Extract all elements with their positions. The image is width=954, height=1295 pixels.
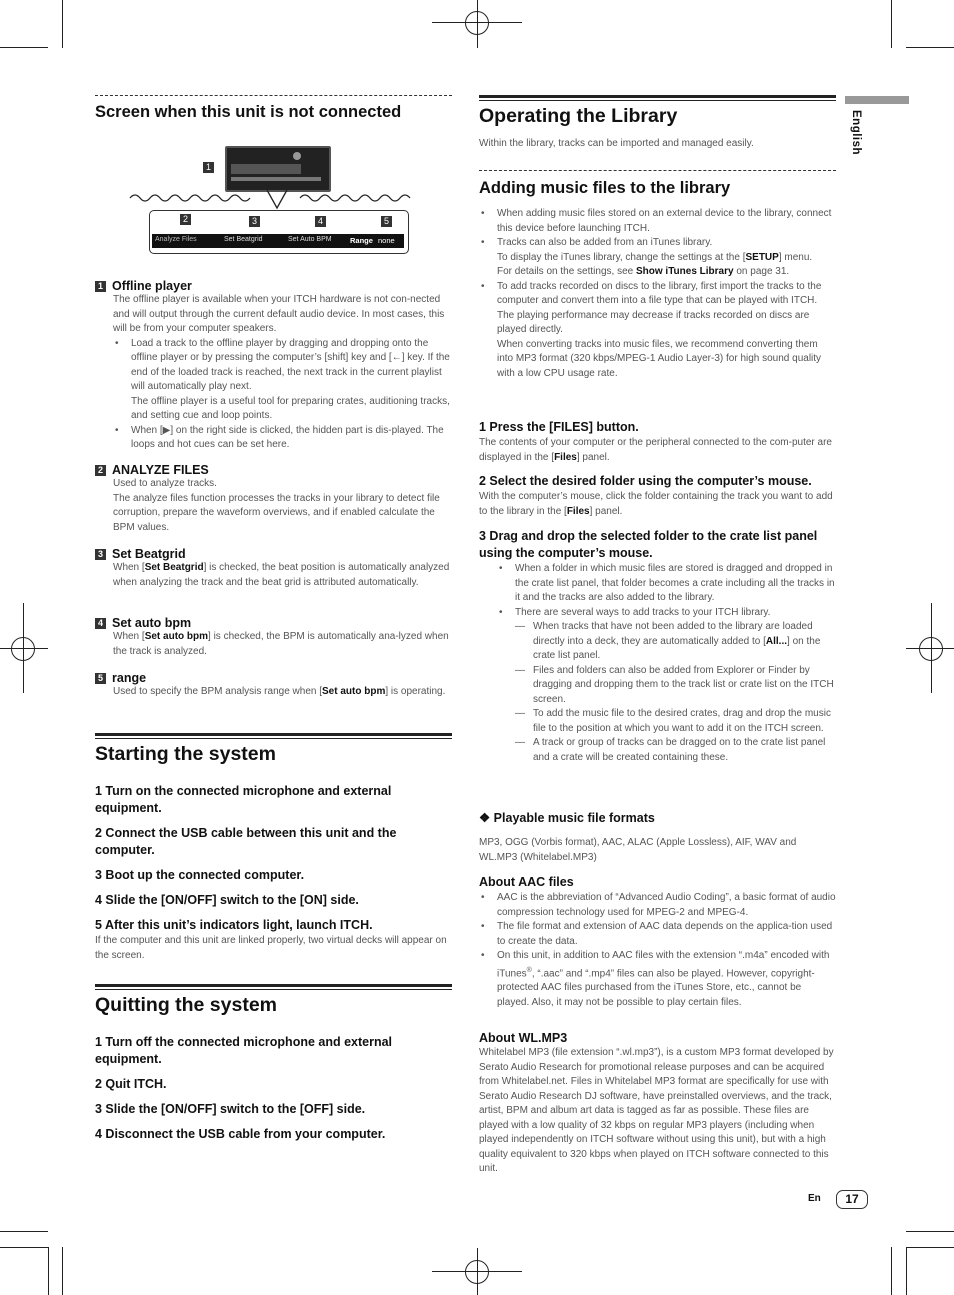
wl-title: About WL.MP3 (479, 1031, 568, 1045)
quitting-title: Quitting the system (95, 994, 278, 1016)
bullet: • When [▶] on the right side is clicked, the hidden part is dis-played. The loops and hot cues can be set here. (113, 424, 452, 453)
paragraph: Used to specify the BPM analysis range when [Set auto bpm] is operating. (113, 686, 446, 697)
starting-steps (95, 783, 452, 963)
section-divider (479, 170, 836, 171)
adding-bullets (479, 207, 836, 381)
callout-4: 4 (315, 216, 326, 227)
side-tab (845, 96, 909, 104)
dash-item: — Files and folders can also be added from Explorer or Finder by dragging and dropping them to the track list or crate list on the ITCH screen. (515, 664, 836, 708)
step: 1 Press the [FILES] button. (479, 420, 639, 434)
paragraph: When converting tracks into music files, we recommend converting them into MP3 format (320 kbps/MPEG-1 Audio Layer-3) for high sound quality with a low CPU usage rate. (497, 338, 822, 379)
registration-mark (23, 603, 24, 693)
callout-5: 5 (381, 216, 392, 227)
set-auto-bpm-checkbox[interactable]: Set Auto BPM (288, 236, 332, 243)
item-title: range (112, 671, 147, 685)
page-number: 17 (836, 1190, 868, 1209)
paragraph: Used to analyze tracks. (113, 478, 217, 489)
paragraph: The offline player is a useful tool for preparing crates, auditioning tracks, and setting cue and loop points. (131, 395, 450, 421)
quitting-steps (95, 1034, 452, 1143)
paragraph: When [Set Beatgrid] is checked, the beat position is automatically analyzed when analyzing the track and the beat grid is attributed automatically. (113, 562, 450, 588)
range-label: Range (350, 236, 373, 245)
step: 3 Slide the [ON/OFF] switch to the [OFF] side. (95, 1102, 366, 1116)
callout-2: 2 (180, 214, 191, 225)
library-intro: Within the library, tracks can be imported and managed easily. (479, 138, 754, 149)
item-set-beatgrid: 3 Set Beatgrid When [Set Beatgrid] is checked, the beat position is automatically analyzed when analyzing the track and the beat grid is attributed automatically. (95, 547, 452, 590)
step: 3 Drag and drop the selected folder to the crate list panel using the computer’s mouse. (479, 529, 818, 560)
crop-mark (62, 0, 63, 48)
bullet: • When adding music files stored on an external device to the library, connect this device before launching ITCH. (479, 207, 836, 236)
analyze-files-button[interactable]: Analyze Files (155, 236, 197, 243)
item-title: Set Beatgrid (112, 547, 186, 561)
footer-language: En (808, 1193, 821, 1204)
item-analyze-files: 2 ANALYZE FILES Used to analyze tracks. The analyze files function processes the tracks in your library to detect file corruption, prepare the waveform overviews, and if enabled calculate the BPM values. (95, 463, 452, 535)
bullet: • The file format and extension of AAC data depends on the applica-tion used to create the data. (479, 920, 836, 949)
crop-mark (906, 1247, 907, 1295)
crop-mark (906, 1247, 954, 1248)
registration-mark (477, 0, 478, 48)
paragraph: The analyze files function processes the tracks in your library to detect file corruption, prepare the waveform overviews, and if enabled calculate the BPM values. (113, 492, 440, 533)
library-title: Operating the Library (479, 105, 678, 127)
callout-1: 1 (203, 162, 214, 173)
formats-text: MP3, OGG (Vorbis format), AAC, ALAC (Apple Lossless), AIF, WAV and WL.MP3 (Whitelabel.MP3) (479, 837, 797, 863)
crop-mark (0, 1247, 48, 1248)
section-rule (95, 984, 452, 987)
section-rule (95, 738, 452, 739)
bullet: • Load a track to the offline player by dragging and dropping onto the offline player or by pressing the computer’s [shift] key and [←] key. If the end of the loaded track is reached, the next track in the current playlist will automatically play next. (113, 337, 452, 395)
registration-mark (0, 648, 48, 649)
section-rule (479, 95, 836, 98)
paragraph: For details on the settings, see Show iTunes Library on page 31. (497, 266, 790, 277)
aac-bullets (479, 891, 836, 1010)
paragraph: With the computer’s mouse, click the folder containing the track you want to add to the library in the [Files] panel. (479, 491, 833, 517)
registration-mark (931, 603, 932, 693)
bullet: • On this unit, in addition to AAC files with the extension “.m4a” encoded with iTunes®, “.aac” and “.mp4” files can also be played. However, copyright-protected AAC files purchased from the iTunes Store, etc., cannot be played. Also, it may not be possible to play certain files. (479, 949, 836, 1010)
item-title: ANALYZE FILES (112, 463, 209, 477)
paragraph: To display the iTunes library, change the settings at the [SETUP] menu. (497, 251, 813, 263)
crop-mark (62, 1247, 63, 1295)
registration-mark (477, 1248, 478, 1295)
side-language-label: English (850, 110, 862, 156)
item-set-auto-bpm: 4 Set auto bpm When [Set auto bpm] is checked, the BPM is automatically ana-lyzed when the track is analyzed. (95, 616, 452, 659)
item-title: Set auto bpm (112, 616, 192, 630)
section-rule (95, 733, 452, 736)
dash-item: — To add the music file to the desired crates, drag and drop the music file to the position at which you want to add it on the ITCH screen. (515, 707, 836, 736)
wl-text: Whitelabel MP3 (file extension “.wl.mp3”), is a custom MP3 format developed by Serato Audio Research for promotional release purposes and can be acquired from Whitelabel.net. Files in Whitelabel MP3 format are specifically for use with Serato Audio Research DJ software, have preinstalled overviews, and the track, artist, BPM and album art data is tagged as far as possible. These files are played with a low quality of 32 kbps on regular MP3 players (including when played independently on ITCH software without using this unit), but with a high quality equivalent to 320 kbps when played on ITCH software connected to this unit. (479, 1047, 834, 1174)
dash-item: — A track or group of tracks can be dragged on to the crate list panel and a crate will be created containing these. (515, 736, 836, 765)
crop-mark (906, 47, 954, 48)
item-offline-player: 1 Offline player The offline player is available when your ITCH hardware is not con-nected and will output through the current default audio device. In most cases, this will be from your computer speakers. • Load a track to the offline player by dragging and dropping onto the offline player or by pressing the computer’s [shift] key and [←] key. If the end of the loaded track is reached, the next track in the current playlist will automatically play next. The offline player is a useful tool for preparing crates, auditioning tracks, and setting cue and loop points. • When [▶] on the right side is clicked, the hidden part is dis-played. The loops and hot cues can be set here. (95, 279, 452, 453)
set-beatgrid-checkbox[interactable]: Set Beatgrid (224, 236, 263, 243)
step: 4 Slide the [ON/OFF] switch to the [ON] side. (95, 893, 359, 907)
starting-title: Starting the system (95, 743, 276, 765)
section-rule (479, 100, 836, 101)
itch-screen-diagram (95, 140, 452, 270)
screen-title: Screen when this unit is not connected (95, 103, 402, 121)
crop-mark (0, 1231, 48, 1232)
paragraph: The playing performance may decrease if tracks recorded on discs are played directly. (497, 309, 810, 335)
bullet: • Tracks can also be added from an iTunes library. (479, 236, 836, 251)
step: 1 Turn on the connected microphone and external equipment. (95, 784, 392, 815)
step: 2 Quit ITCH. (95, 1077, 167, 1091)
library-step-2 (479, 473, 836, 519)
step: 2 Connect the USB cable between this unit and the computer. (95, 826, 397, 857)
crop-mark (891, 0, 892, 48)
bullet: • There are several ways to add tracks to your ITCH library. (497, 606, 836, 621)
section-rule (95, 989, 452, 990)
bullet: • AAC is the abbreviation of “Advanced Audio Coding”, a basic format of audio compression technology used for MPEG-2 and MPEG-4. (479, 891, 836, 920)
step: 2 Select the desired folder using the computer’s mouse. (479, 474, 812, 488)
paragraph: When [Set auto bpm] is checked, the BPM is automatically ana-lyzed when the track is analyzed. (113, 631, 449, 657)
crop-mark (0, 47, 48, 48)
bullet: • To add tracks recorded on discs to the library, first import the tracks to the computer and convert them into a file type that can be played with ITCH. (479, 280, 836, 309)
crop-mark (906, 1231, 954, 1232)
library-step-1 (479, 419, 836, 465)
item-title: Offline player (112, 279, 192, 293)
range-value[interactable]: none (378, 236, 395, 245)
paragraph: If the computer and this unit are linked properly, two virtual decks will appear on the screen. (95, 935, 447, 961)
aac-title: About AAC files (479, 875, 574, 889)
item-range: 5 range Used to specify the BPM analysis range when [Set auto bpm] is operating. (95, 671, 452, 700)
callout-3: 3 (249, 216, 260, 227)
paragraph: The offline player is available when your ITCH hardware is not con-nected and will output through the current default audio device. In most cases, this will be from your computer speakers. (113, 294, 445, 334)
paragraph: The contents of your computer or the peripheral connected to the com-puter are displayed in the [Files] panel. (479, 437, 832, 463)
bullet: • When a folder in which music files are stored is dragged and dropped in the crate list panel, that folder becomes a crate including all the tracks in it and the tracks are also added to the library. (497, 562, 836, 606)
analysis-toolbar (152, 234, 404, 248)
library-step-3 (479, 528, 836, 765)
dash-item: — When tracks that have not been added to the library are loaded directly into a deck, they are automatically added to [All...] on the crate list panel. (515, 620, 836, 664)
adding-title: Adding music files to the library (479, 179, 731, 197)
crop-mark (891, 1247, 892, 1295)
step: 5 After this unit’s indicators light, launch ITCH. (95, 918, 373, 932)
section-divider (95, 95, 452, 96)
crop-mark (48, 1247, 49, 1295)
step: 3 Boot up the connected computer. (95, 868, 305, 882)
registration-mark (906, 648, 954, 649)
step: 1 Turn off the connected microphone and external equipment. (95, 1035, 393, 1066)
step: 4 Disconnect the USB cable from your computer. (95, 1127, 386, 1141)
formats-title: ❖ Playable music file formats (479, 811, 655, 825)
